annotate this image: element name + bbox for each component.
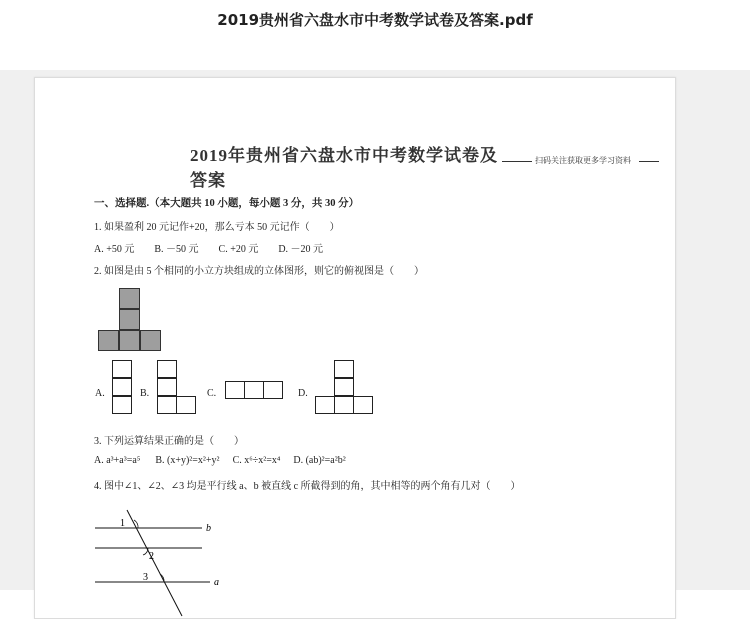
option-a-figure	[112, 360, 134, 416]
line-b-label: b	[206, 523, 211, 534]
q3-option-d: D. (ab)²=a²b²	[293, 455, 346, 466]
option-d-figure	[315, 360, 377, 416]
question-4: 4. 图中∠1、∠2、∠3 均是平行线 a、b 被直线 c 所截得到的角，其中相等的两个角有几对（ ）	[94, 481, 521, 492]
q3-option-b: B. (x+y)²=x²+y²	[155, 455, 220, 466]
angle-2-label: 2	[149, 551, 154, 562]
q3-option-a: A. a³+a³=a⁵	[94, 455, 141, 466]
angle-1-label: 1	[120, 518, 125, 529]
heading-rule-left	[502, 161, 532, 162]
line-a-label: a	[214, 577, 219, 588]
pdf-viewer[interactable]	[0, 70, 750, 590]
pdf-page	[34, 77, 676, 619]
option-a-label: A.	[95, 388, 105, 399]
question-3: 3. 下列运算结果正确的是（ ）	[94, 436, 244, 447]
title-bar	[0, 0, 750, 70]
page-heading-cut: 2019年贵州省六盘水市中考数学试卷及答案	[190, 146, 498, 190]
option-b-label: B.	[140, 388, 150, 399]
question-1-options: A. +50 元 B. －50 元 C. +20 元 D. －20 元	[94, 244, 324, 255]
option-d-label: D.	[298, 388, 308, 399]
angle-3-label: 3	[143, 572, 148, 583]
q3-option-c: C. x⁶÷x²=x⁴	[232, 455, 281, 466]
parallel-lines-figure	[90, 508, 250, 618]
option-c-label: C.	[207, 388, 217, 399]
promo-text: 扫码关注获取更多学习资料	[535, 156, 631, 165]
heading-rule-right	[639, 161, 659, 162]
cube-figure	[95, 282, 175, 357]
section-heading: 一、选择题.（本大题共 10 小题，每小题 3 分，共 30 分）	[94, 198, 360, 209]
document-title: 2019贵州省六盘水市中考数学试卷及答案.pdf	[217, 11, 533, 29]
question-3-options	[94, 455, 346, 466]
question-2: 2. 如图是由 5 个相同的小立方块组成的立体图形，则它的俯视图是（ ）	[94, 266, 424, 277]
option-c-figure	[225, 381, 287, 401]
question-1: 1. 如果盈利 20 元记作+20，那么亏本 50 元记作（ ）	[94, 222, 340, 233]
option-b-figure	[157, 360, 199, 416]
